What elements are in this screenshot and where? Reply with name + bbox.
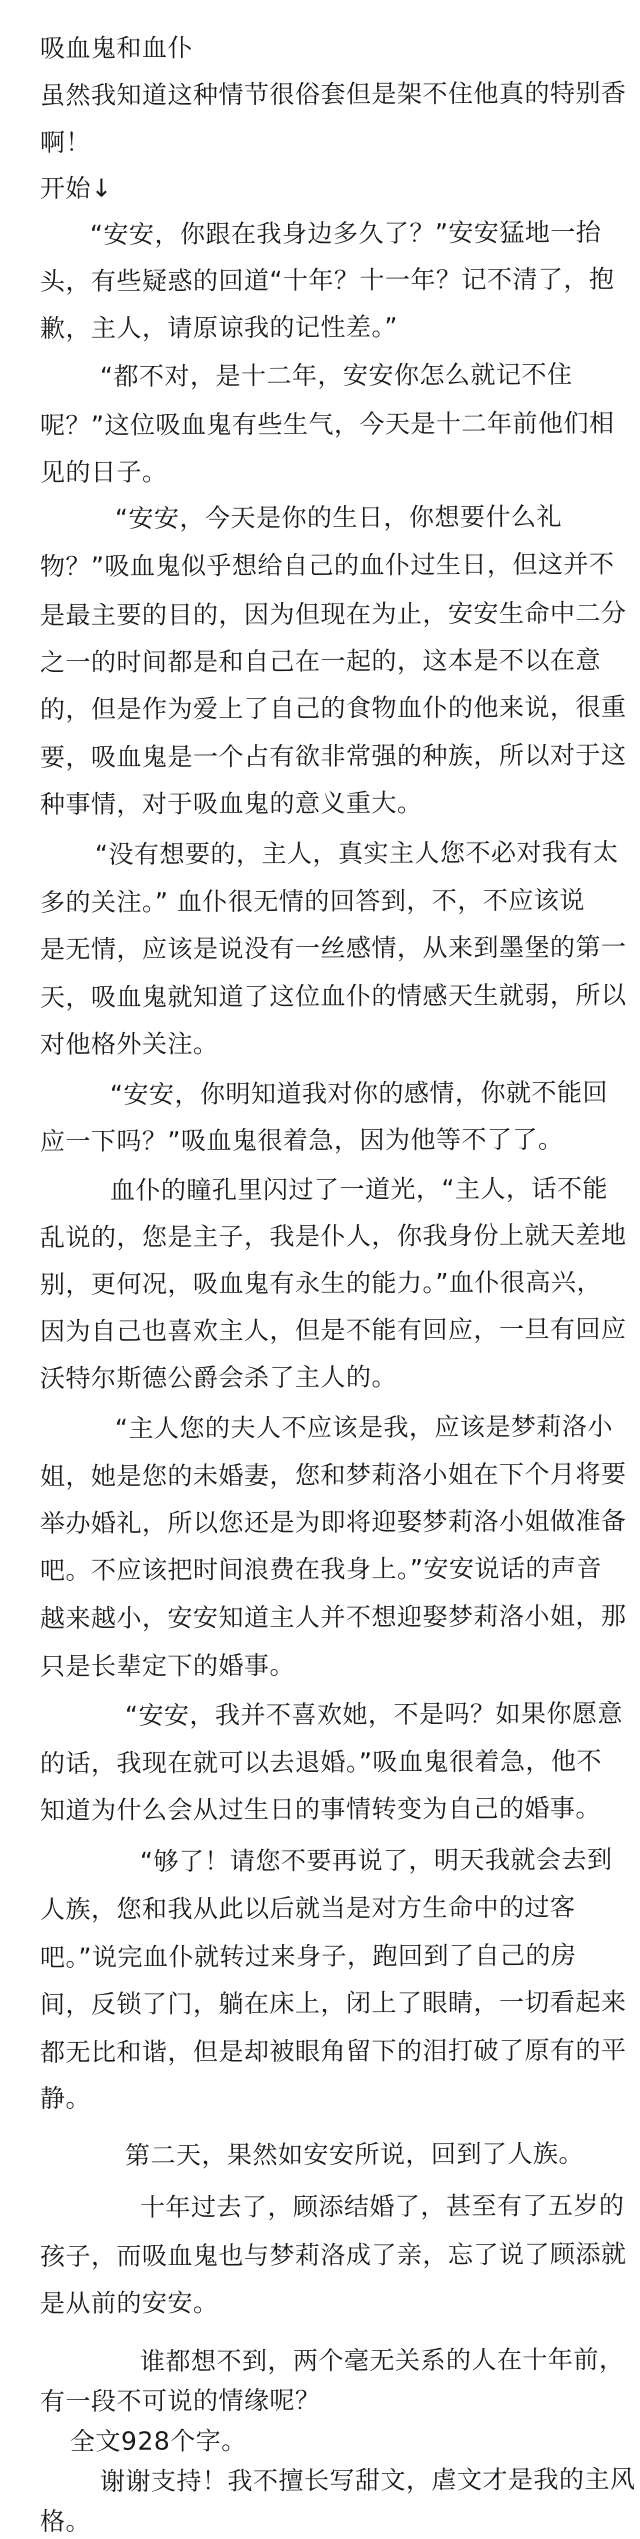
text-line: 因为自己也喜欢主人，但是不能有回应，一旦有回应 — [39, 1314, 627, 1346]
text-line: “安安，今天是你的生日，你想要什么礼 — [114, 502, 563, 533]
text-line: “没有想要的，主人，真实主人您不必对我有太 — [94, 837, 619, 869]
text-line: 歉，主人，请原谅我的记性差。” — [39, 312, 399, 343]
text-line: 吧。不应该把时间浪费在我身上。”安安说话的声音 — [39, 1553, 603, 1585]
text-line: 物？”吸血鬼似乎想给自己的血仆过生日，但这并不 — [39, 549, 615, 581]
text-line: 虽然我知道这种情节很俗套但是架不住他真的特别香 — [39, 78, 627, 110]
text-line: 只是长辈定下的婚事。 — [39, 1650, 296, 1681]
text-line: 是最主要的目的，因为但现在为止，安安生命中二分 — [39, 598, 627, 630]
text-line: 都无比和谐，但是却被眼角留下的泪打破了原有的平 — [39, 2035, 627, 2067]
text-line: 啊！ — [39, 127, 92, 157]
text-line: 举办婚礼，所以您还是为即将迎娶梦莉洛小姐做准备 — [39, 1506, 627, 1538]
text-line: 头，有些疑惑的回道“十年？十一年？记不清了，抱 — [39, 264, 615, 296]
text-line: 乱说的，您是主子，我是仆人，你我身份上就天差地 — [39, 1220, 627, 1252]
title-line: 吸血鬼和血仆 — [39, 33, 194, 63]
text-line: 格。 — [39, 2506, 92, 2536]
text-line: 静。 — [39, 2083, 92, 2113]
text-line: 要，吸血鬼是一个占有欲非常强的种族，所以对于这 — [39, 740, 627, 772]
text-line: 天，吸血鬼就知道了这位血仆的情感天生就弱，所以 — [39, 980, 627, 1012]
text-line: 是无情，应该是说没有一丝感情，从来到墨堡的第一 — [39, 932, 627, 964]
text-line: 间，反锁了门，躺在床上，闭上了眼睛，一切看起来 — [39, 1987, 627, 2019]
text-line: 人族，您和我从此以后就当是对方生命中的过客 — [39, 1892, 576, 1924]
text-line: 姐，她是您的未婚妻，您和梦莉洛小姐在下个月将要 — [39, 1459, 627, 1491]
text-line: 多的关注。” 血仆很无情的回答到，不，不应该说 — [39, 885, 585, 917]
text-line: 谢谢支持！我不擅长写甜文，虐文才是我的主风 — [99, 2464, 636, 2496]
text-line: “安安，你跟在我身边多久了？”安安猛地一抬 — [89, 217, 602, 249]
text-line: 呢？”这位吸血鬼有些生气，今天是十二年前他们相 — [39, 408, 615, 440]
text-line: 越来越小，安安知道主人并不想迎娶梦莉洛小姐，那 — [39, 1601, 627, 1633]
text-line: 开始↓ — [39, 173, 113, 203]
text-line: 全文928个字。 — [69, 2426, 247, 2456]
text-line: “安安，我并不喜欢她，不是吗？如果你愿意 — [124, 1698, 624, 1730]
text-line: 孩子，而吸血鬼也与梦莉洛成了亲，忘了说了顾添就 — [39, 2239, 627, 2271]
text-line: “够了！请您不要再说了，明天我就会去到 — [139, 1844, 613, 1876]
text-line: 之一的时间都是和自己在一起的，这本是不以在意 — [39, 645, 602, 677]
text-line: 血仆的瞳孔里闪过了一道光，“主人，话不能 — [109, 1173, 609, 1205]
text-line: 谁都想不到，两个毫无关系的人在十年前， — [139, 2344, 625, 2376]
text-line: 见的日子。 — [39, 457, 168, 487]
text-line: 应一下吗？”吸血鬼很着急，因为他等不了了。 — [39, 1124, 564, 1156]
text-line: 种事情，对于吸血鬼的意义重大。 — [39, 788, 423, 819]
text-line: 是从前的安安。 — [39, 2288, 219, 2318]
text-line: “安安，你明知道我对你的感情，你就不能回 — [109, 1077, 609, 1109]
text-line: 的话，我现在就可以去退婚。”吸血鬼很着急，他不 — [39, 1746, 603, 1778]
text-line: “主人您的夫人不应该是我，应该是梦莉洛小 — [114, 1411, 614, 1443]
text-line: 十年过去了，顾添结婚了，甚至有了五岁的 — [139, 2190, 625, 2222]
text-line: 知道为什么会从过生日的事情转变为自己的婚事。 — [39, 1793, 602, 1825]
text-line: 的，但是作为爱上了自己的食物血仆的他来说，很重 — [39, 692, 627, 724]
text-line: 吧。”说完血仆就转过来身子，跑回到了自己的房 — [39, 1940, 577, 1972]
text-line: 有一段不可说的情缘呢？ — [39, 2385, 321, 2416]
text-line: “都不对，是十二年，安安你怎么就记不住 — [99, 359, 573, 391]
text-line: 沃特尔斯德公爵会杀了主人的。 — [39, 1362, 398, 1393]
text-line: 第二天，果然如安安所说，回到了人族。 — [124, 2138, 585, 2170]
text-line: 别，更何况，吸血鬼有永生的能力。”血仆很高兴， — [39, 1267, 603, 1299]
text-line: 对他格外关注。 — [39, 1029, 219, 1059]
